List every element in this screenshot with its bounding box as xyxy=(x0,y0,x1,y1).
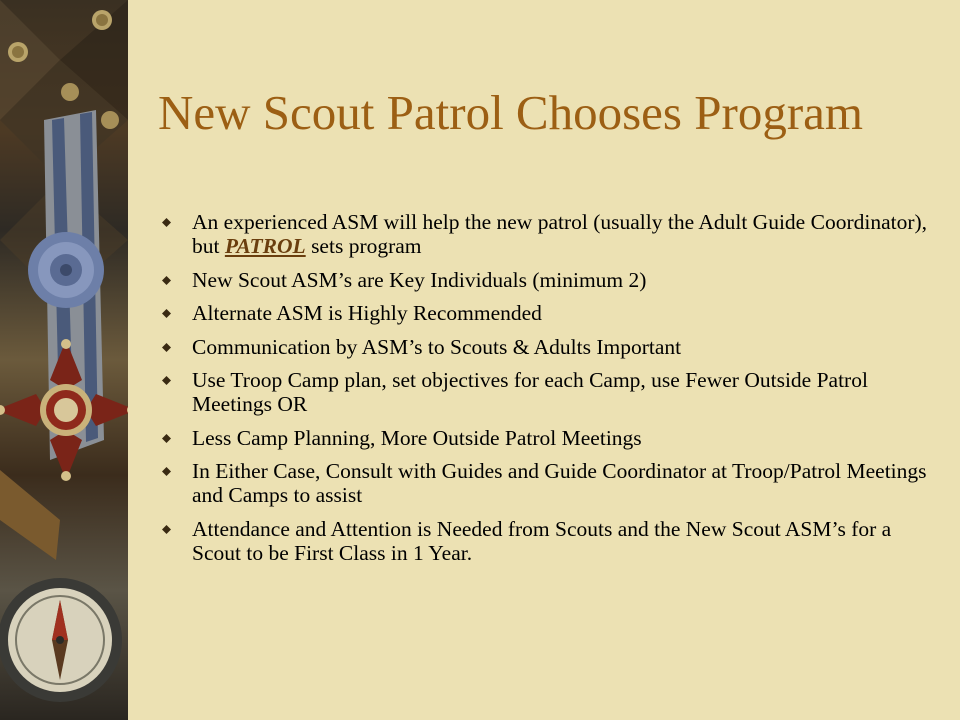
bullet-item xyxy=(162,210,932,258)
bullet-text: Use Troop Camp plan, set objectives for each Camp, use Fewer Outside Patrol Meetings OR xyxy=(192,368,868,416)
diamond-icon xyxy=(162,343,171,352)
medal-compass-photo xyxy=(0,0,128,720)
diamond-icon xyxy=(162,218,171,227)
bullet-list xyxy=(162,210,932,574)
bullet-item xyxy=(162,335,932,359)
diamond-icon xyxy=(162,525,171,534)
bullet-text: Communication by ASM’s to Scouts & Adults Important xyxy=(192,334,682,359)
diamond-icon xyxy=(162,467,171,476)
diamond-icon xyxy=(162,376,171,385)
bullet-item xyxy=(162,426,932,450)
bullet-item xyxy=(162,368,932,416)
diamond-icon xyxy=(162,434,171,443)
bullet-text: New Scout ASM’s are Key Individuals (minimum 2) xyxy=(192,267,647,292)
bullet-text: An experienced ASM will help the new patrol (usually the Adult Guide Coordinator), but xyxy=(192,210,928,258)
bullet-item xyxy=(162,301,932,325)
bullet-text: Alternate ASM is Highly Recommended xyxy=(192,301,542,325)
diamond-icon xyxy=(162,276,171,285)
bullet-text: Attendance and Attention is Needed from Scouts and the New Scout ASM’s for a Scout to be First Class in 1 Year. xyxy=(192,516,892,565)
bullet-item xyxy=(162,459,932,507)
bullet-item xyxy=(162,517,932,565)
bullet-text: In Either Case, Consult with Guides and Guide Coordinator at Troop/Patrol Meetings and Camps to assist xyxy=(192,459,927,507)
bullet-text: sets program xyxy=(305,234,422,258)
diamond-icon xyxy=(162,309,171,318)
bullet-text: Less Camp Planning, More Outside Patrol Meetings xyxy=(192,425,642,450)
slide-title: New Scout Patrol Chooses Program xyxy=(158,85,863,140)
patrol-emphasis: PATROL xyxy=(224,234,306,258)
bullet-item xyxy=(162,268,932,292)
